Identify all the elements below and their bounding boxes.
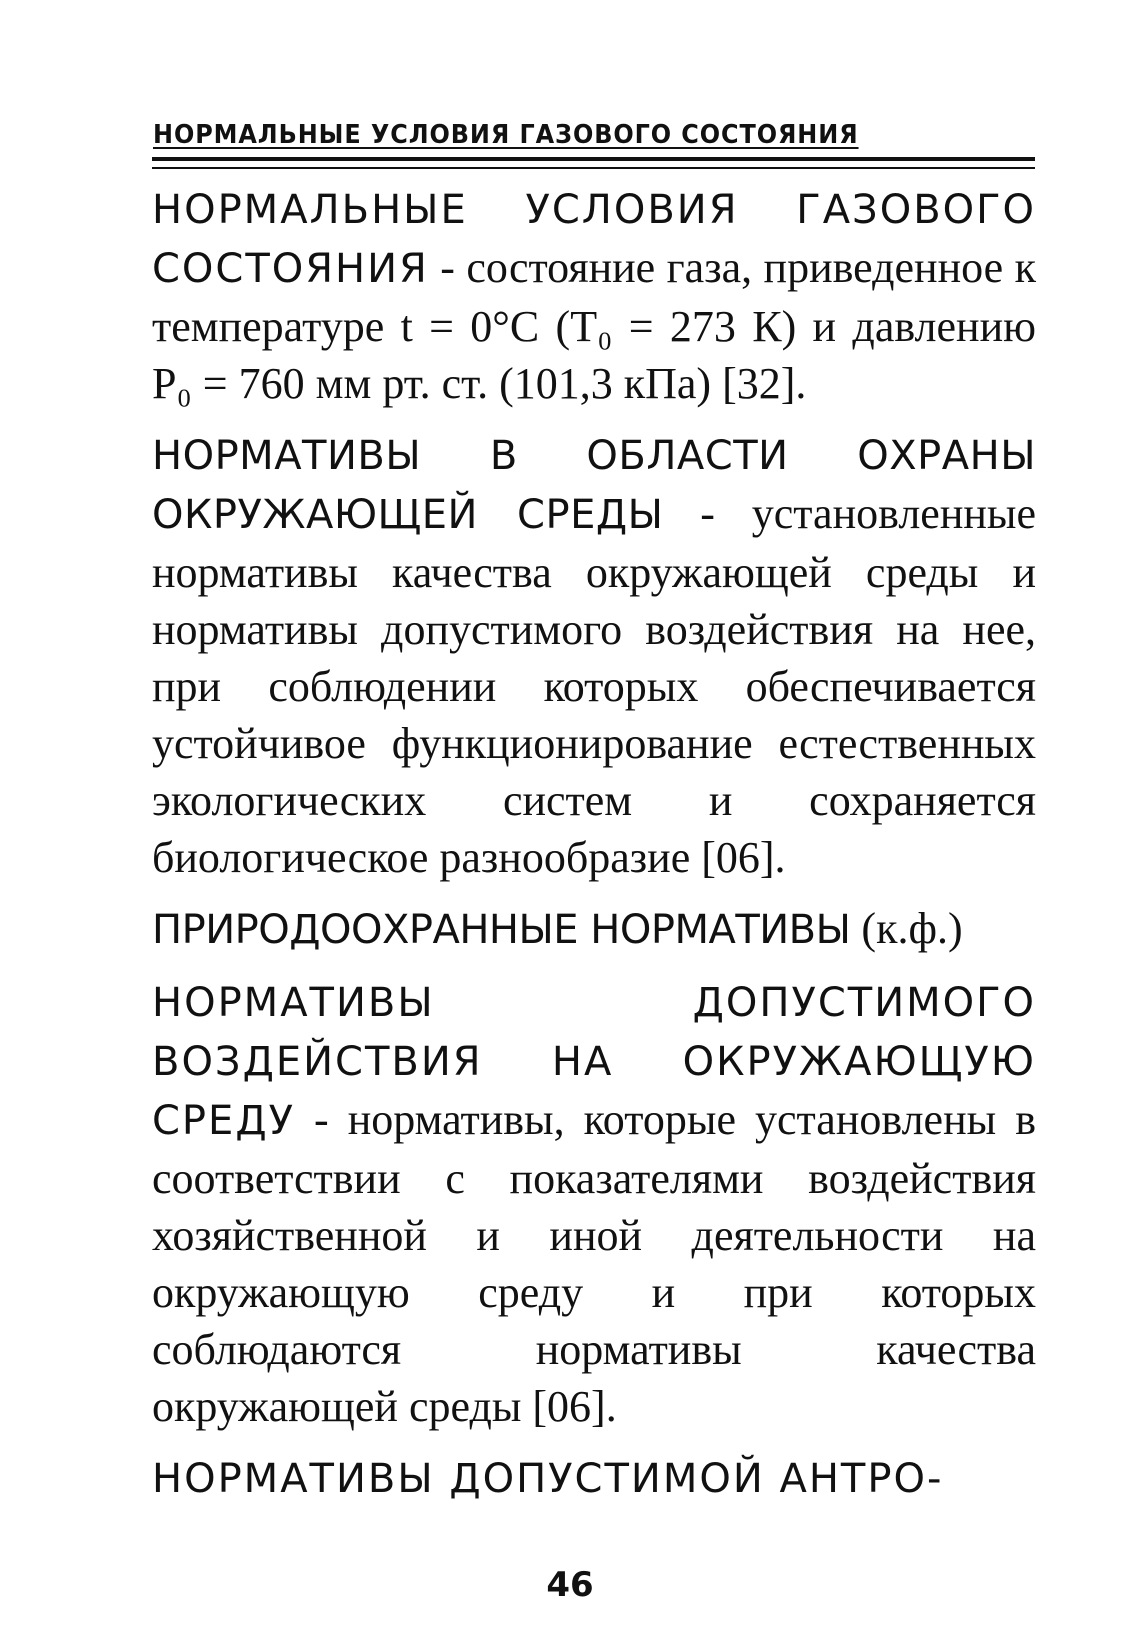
glossary-entry-continued <box>152 1449 1036 1508</box>
entry-term: НОРМАТИВЫ ДОПУСТИМОГО ВОЗДЕЙСТВИЯ НА ОКРУЖАЮЩУЮ СРЕДУ <box>152 980 1036 1144</box>
cross-reference-entry <box>152 900 1036 959</box>
entry-definition: - состояние газа, приведенное к температуре t = 0°С (T₀ = 273 К) и давлению P₀ = 760 мм рт. ст. (101,3 кПа) [32]. <box>152 243 1036 408</box>
header-rule-thin <box>152 167 1035 169</box>
running-head: НОРМАЛЬНЫЕ УСЛОВИЯ ГАЗОВОГО СОСТОЯНИЯ <box>153 120 859 150</box>
entry-term: ПРИРОДООХРАННЫЕ НОРМАТИВЫ <box>152 907 851 953</box>
entry-term: НОРМАЛЬНЫЕ УСЛОВИЯ ГАЗОВОГО СОСТОЯНИЯ <box>152 187 1036 292</box>
glossary-entries <box>152 180 1036 1522</box>
glossary-entry <box>152 426 1036 886</box>
glossary-entry <box>152 180 1036 412</box>
glossary-entry <box>152 973 1036 1435</box>
page-number: 46 <box>546 1565 594 1605</box>
entry-term: НОРМАТИВЫ ДОПУСТИМОЙ АНТРО- <box>152 1456 944 1502</box>
entry-definition: - нормативы, которые установлены в соответствии с показателями воздействия хозяйственной и иной деятельности на окружающую среду и при которых соблюдаются нормативы качества окружающей среды [06]. <box>152 1095 1036 1431</box>
entry-definition: (к.ф.) <box>850 904 963 953</box>
header-rule-thick <box>152 157 1035 161</box>
entry-term: НОРМАТИВЫ В ОБЛАСТИ ОХРАНЫ ОКРУЖАЮЩЕЙ СРЕДЫ <box>152 433 1036 538</box>
entry-definition: - установленные нормативы качества окружающей среды и нормативы допустимого воздействия на нее, при соблюдении которых обеспечивается устойчивое функционирование естественных экологических систем и сохраняется биологическое разнообразие [06]. <box>152 489 1037 882</box>
